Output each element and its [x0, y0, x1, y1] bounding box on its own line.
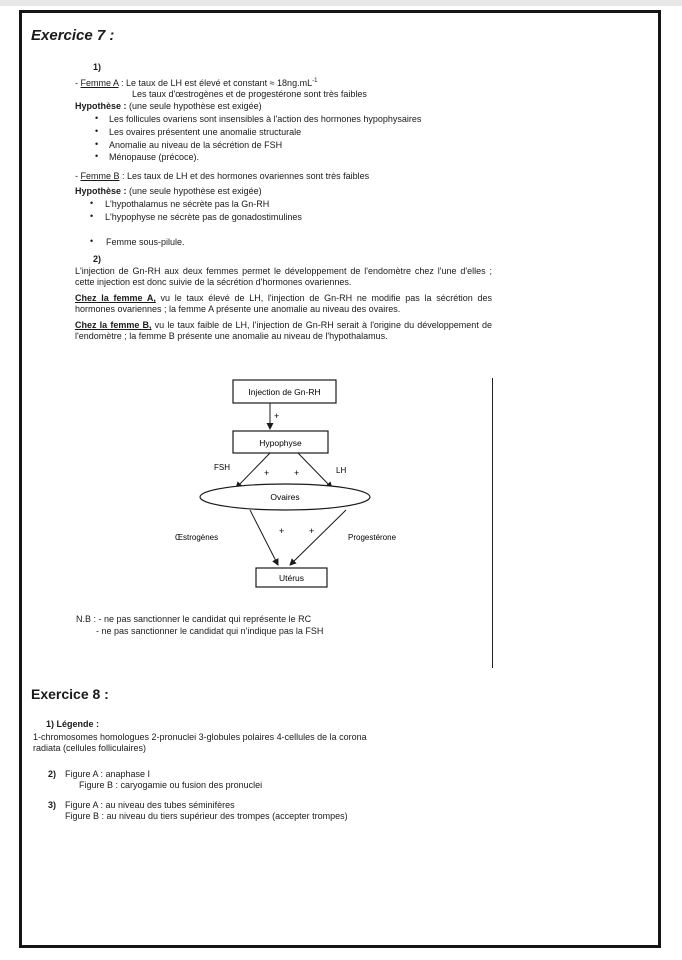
hypophyse-label: Hypophyse	[259, 438, 302, 448]
femme-a-text-2: Les taux d'œstrogènes et de progestérone sont très faibles	[132, 89, 367, 99]
question-2-number-ex8: 2)	[48, 769, 57, 779]
femme-a-explanation: vu le taux élevé de LH, l'injection de Gn-RH ne modifie pas la sécrétion des hormones ovariennes ; la femme A présente une anomalie au niveau des ovaires.	[75, 293, 492, 314]
legend-number: 1)	[46, 719, 55, 729]
figure-a-location: Figure A : au niveau des tubes séminifères	[65, 800, 235, 810]
femme-a-exponent: -1	[312, 78, 318, 84]
femme-b-text: : Les taux de LH et des hormones ovariennes sont très faibles	[119, 171, 370, 181]
nb-line-1	[76, 613, 311, 625]
question-1-number: 1)	[93, 62, 102, 72]
figure-b-location: Figure B : au niveau du tiers supérieur des trompes (accepter trompes)	[65, 811, 348, 821]
bullet-icon: •	[95, 113, 99, 123]
bullet-icon: •	[90, 236, 94, 246]
femme-b-line: - Femme B : Les taux de LH et des hormones ovariennes sont très faibles	[75, 171, 370, 181]
paragraph-injection: L'injection de Gn-RH aux deux femmes permet le développement de l'endomètre chez l'une d'elles ; cette injection est donc suivie de la sécrétion d'hormones ovariennes.	[75, 266, 492, 287]
bullet-icon: •	[95, 139, 99, 149]
arrow-oestrogenes	[250, 510, 278, 565]
injection-label: Injection de Gn-RH	[248, 387, 321, 397]
femme-a-subject: Chez la femme A,	[75, 293, 156, 303]
legend-line-1: 1-chromosomes homologues 2-pronuclei 3-globules polaires 4-cellules de la corona	[33, 732, 367, 742]
bullet-icon: •	[95, 151, 99, 161]
arrow-lh	[298, 453, 332, 488]
exercise-8-title: Exercice 8 :	[31, 686, 109, 702]
hypothesis-a-label: Hypothèse :	[75, 101, 127, 111]
bullet-icon: •	[90, 211, 94, 221]
nb-label: N.B :	[76, 614, 97, 624]
femme-a-line: - Femme A : Le taux de LH est élevé et constant ≈ $18ng.mL^{-1}$	[75, 78, 318, 88]
hypothesis-b-label: Hypothèse :	[75, 186, 127, 196]
question-3-number-ex8: 3)	[48, 800, 57, 810]
femme-a-label: Femme A	[80, 78, 119, 88]
nb-note-2: - ne pas sanctionner le candidat qui n'indique pas la FSH	[96, 626, 324, 636]
bullet-icon: •	[95, 126, 99, 136]
fsh-label: FSH	[214, 463, 230, 472]
figure-b-phase: Figure B : caryogamie ou fusion des pronuclei	[79, 780, 263, 790]
hypothesis-b-item: L'hypothalamus ne sécrète pas la Gn-RH	[105, 199, 270, 209]
hypothesis-b-note: (une seule hypothèse est exigée)	[129, 186, 262, 196]
plus-sign: +	[309, 526, 315, 536]
margin-line	[492, 378, 493, 668]
progesterone-label: Progestérone	[348, 533, 397, 542]
oestrogenes-label: Œstrogènes	[175, 533, 219, 542]
exercise-7-title: Exercice 7 :	[31, 27, 115, 44]
hypothesis-a-note: (une seule hypothèse est exigée)	[129, 101, 262, 111]
figure-a-phase: Figure A : anaphase I	[65, 769, 151, 779]
plus-sign: +	[279, 526, 285, 536]
femme-b-explanation: vu le taux faible de LH, l'injection de Gn-RH serait à l'origine du développement de l'endomètre ; la femme B présente une anomalie au niveau de l'hypothalamus.	[75, 320, 492, 341]
femme-b-label: Femme B	[80, 171, 120, 181]
plus-sign: +	[294, 468, 300, 478]
femme-b-subject: Chez la femme B,	[75, 320, 152, 330]
legend-heading	[46, 718, 99, 730]
nb-note-1: - ne pas sanctionner le candidat qui représente le RC	[98, 614, 312, 624]
bullet-icon: •	[90, 198, 94, 208]
legend-label: Légende :	[56, 719, 100, 729]
femme-a-text: : Le taux de LH est élevé et constant ≈ 18ng.mL	[118, 78, 313, 88]
ovaires-label: Ovaires	[270, 492, 300, 502]
hypothesis-a-item: Anomalie au niveau de la sécrétion de FSH	[109, 140, 283, 150]
plus-sign: +	[274, 411, 280, 421]
hypothesis-b-extra: Femme sous-pilule.	[106, 237, 185, 247]
lh-label: LH	[336, 466, 347, 475]
hypothesis-a-item: Ménopause (précoce).	[109, 152, 200, 162]
uterus-label: Utérus	[278, 573, 305, 583]
hypothesis-b-item: L'hypophyse ne sécrète pas de gonadostimulines	[105, 212, 302, 222]
legend-line-2: radiata (cellules folliculaires)	[33, 743, 147, 753]
question-2-number: 2)	[93, 254, 102, 264]
plus-sign: +	[264, 468, 270, 478]
hypothesis-a-item: Les follicules ovariens sont insensibles à l'action des hormones hypophysaires	[109, 114, 422, 124]
hypothesis-a-item: Les ovaires présentent une anomalie structurale	[109, 127, 302, 137]
arrow-progesterone	[290, 510, 346, 565]
